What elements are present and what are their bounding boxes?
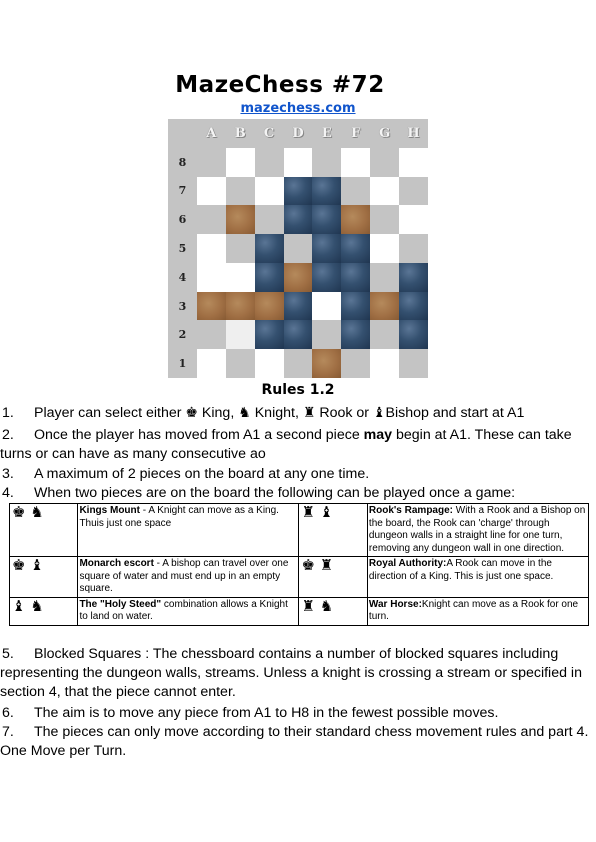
- board-square: [197, 205, 226, 234]
- combo-icons: ♚ ♝: [10, 557, 78, 598]
- row-label: 7: [168, 177, 197, 206]
- rules-heading: Rules 1.2: [261, 382, 335, 398]
- combo-description: The "Holy Steed" combination allows a Knight to land on water.: [78, 597, 299, 625]
- board-square: [399, 349, 428, 378]
- column-label: D: [284, 119, 313, 148]
- wall-square: [226, 292, 255, 321]
- board-square: [399, 234, 428, 263]
- rule-number: 6.: [2, 705, 14, 721]
- rule-2: 2. Once the player has moved from A1 a second piece may begin at A1. These can take turns or can have as many consecutive ao: [0, 427, 572, 462]
- combo-icons: ♚ ♜: [299, 557, 367, 598]
- rule-3: 3. A maximum of 2 pieces on the board at any one time.: [2, 466, 370, 482]
- wall-square: [312, 349, 341, 378]
- board-square: [370, 177, 399, 206]
- combo-description: War Horse:Knight can move as a Rook for one turn.: [367, 597, 588, 625]
- board-square: [312, 148, 341, 177]
- board-square: [197, 148, 226, 177]
- wall-square: [255, 292, 284, 321]
- water-square: [312, 205, 341, 234]
- water-square: [284, 292, 313, 321]
- rule-6: 6. The aim is to move any piece from A1 to H8 in the fewest possible moves.: [2, 705, 499, 721]
- bishop-icon: ♝: [372, 405, 386, 421]
- board-square: [226, 234, 255, 263]
- water-square: [284, 177, 313, 206]
- combo-icons: ♜ ♞: [299, 597, 367, 625]
- row-label: 4: [168, 263, 197, 292]
- board-square: [284, 148, 313, 177]
- board-square: [399, 177, 428, 206]
- water-square: [284, 205, 313, 234]
- combination-table: [9, 503, 589, 626]
- board-square: [284, 234, 313, 263]
- knight-icon: ♞: [238, 405, 251, 421]
- column-label: A: [197, 119, 226, 148]
- board-corner: [168, 119, 197, 148]
- row-label: 6: [168, 205, 197, 234]
- table-row: [10, 504, 589, 557]
- rule-number: 7.: [2, 724, 14, 740]
- board-square: [370, 263, 399, 292]
- water-square: [341, 234, 370, 263]
- rule-7: 7. The pieces can only move according to their standard chess movement rules and part 4. One Move per Turn.: [0, 724, 589, 759]
- board-square: [197, 349, 226, 378]
- water-square: [399, 263, 428, 292]
- rule-5: 5. Blocked Squares : The chessboard contains a number of blocked squares including representing the dungeon walls, streams. Unless a knight is crossing a stream or specified in section 4, that the piece cannot enter.: [0, 646, 582, 700]
- board-square: [197, 320, 226, 349]
- row-label: 5: [168, 234, 197, 263]
- water-square: [255, 263, 284, 292]
- board-square: [197, 177, 226, 206]
- board-square: [197, 263, 226, 292]
- water-square: [255, 320, 284, 349]
- water-square: [341, 292, 370, 321]
- combo-description: Rook's Rampage: With a Rook and a Bishop on the board, the Rook can 'charge' through dungeon walls in a straight line for one turn, removing any dungeon wall in one direction.: [367, 504, 588, 557]
- column-label: C: [255, 119, 284, 148]
- rule-number: 5.: [2, 646, 14, 662]
- board-square: [370, 148, 399, 177]
- king-icon: ♚: [185, 405, 198, 421]
- water-square: [312, 177, 341, 206]
- board-square: [312, 320, 341, 349]
- board-square: [284, 349, 313, 378]
- board-square: [370, 234, 399, 263]
- table-row: [10, 597, 589, 625]
- board-square: [312, 292, 341, 321]
- board-square: [399, 205, 428, 234]
- rule-number: 2.: [2, 427, 14, 443]
- table-row: [10, 557, 589, 598]
- board-square: [399, 148, 428, 177]
- board-square: [341, 148, 370, 177]
- combo-description: Royal Authority:A Rook can move in the direction of a King. This is just one space.: [367, 557, 588, 598]
- board-square: [226, 148, 255, 177]
- row-label: 1: [168, 349, 197, 378]
- board-square: [370, 320, 399, 349]
- wall-square: [197, 292, 226, 321]
- water-square: [284, 320, 313, 349]
- water-square: [312, 234, 341, 263]
- wall-square: [226, 205, 255, 234]
- combo-description: Monarch escort - A bishop can travel over one square of water and must end up in an empty square.: [78, 557, 299, 598]
- column-label: E: [312, 119, 341, 148]
- rule-number: 4.: [2, 485, 14, 501]
- water-square: [341, 263, 370, 292]
- water-square: [399, 292, 428, 321]
- page-title: MazeChess #72: [175, 72, 385, 98]
- board-square: [226, 177, 255, 206]
- maze-chessboard: [168, 119, 428, 378]
- rook-icon: ♜: [302, 405, 316, 421]
- water-square: [341, 320, 370, 349]
- row-label: 8: [168, 148, 197, 177]
- combo-icons: ♚ ♞: [10, 504, 78, 557]
- board-square: [226, 320, 255, 349]
- row-label: 2: [168, 320, 197, 349]
- board-square: [255, 148, 284, 177]
- water-square: [255, 234, 284, 263]
- board-square: [226, 263, 255, 292]
- wall-square: [341, 205, 370, 234]
- board-square: [255, 177, 284, 206]
- column-label: F: [341, 119, 370, 148]
- wall-square: [284, 263, 313, 292]
- water-square: [399, 320, 428, 349]
- water-square: [312, 263, 341, 292]
- board-square: [197, 234, 226, 263]
- column-label: B: [226, 119, 255, 148]
- website-link[interactable]: mazechess.com: [240, 101, 356, 116]
- board-square: [341, 349, 370, 378]
- board-square: [255, 349, 284, 378]
- combo-description: Kings Mount - A Knight can move as a King. Thuis just one space: [78, 504, 299, 557]
- wall-square: [370, 292, 399, 321]
- board-square: [226, 349, 255, 378]
- board-square: [341, 177, 370, 206]
- combo-icons: ♜ ♝: [299, 504, 367, 557]
- row-label: 3: [168, 292, 197, 321]
- combo-icons: ♝ ♞: [10, 597, 78, 625]
- board-square: [370, 205, 399, 234]
- column-label: G: [370, 119, 399, 148]
- rule-number: 3.: [2, 466, 14, 482]
- rule-1: 1. Player can select either ♚ King, ♞ Knight, ♜ Rook or ♝Bishop and start at A1: [2, 405, 525, 421]
- board-square: [255, 205, 284, 234]
- rule-number: 1.: [2, 405, 14, 421]
- rule-4: 4. When two pieces are on the board the following can be played once a game:: [2, 485, 516, 501]
- column-label: H: [399, 119, 428, 148]
- board-square: [370, 349, 399, 378]
